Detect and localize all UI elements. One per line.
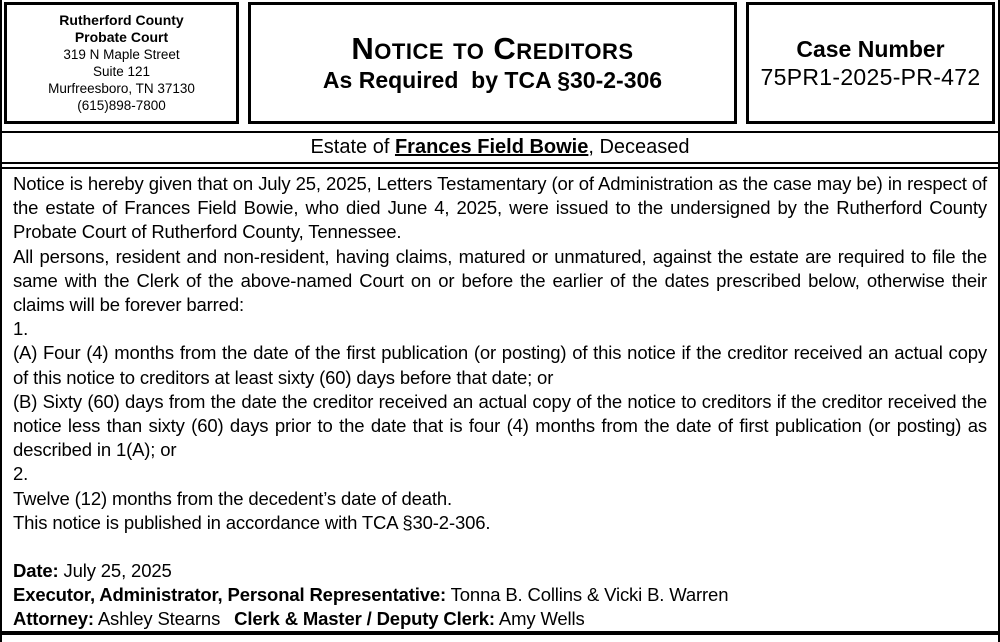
paragraph-item-2: 2. <box>13 463 29 485</box>
case-number-value: 75PR1-2025-PR-472 <box>760 63 981 90</box>
paragraph-item-1b: (B) Sixty (60) days from the date the creditor received an actual copy of the notice to creditors if the creditor received the notice less than sixty (60) days prior to the date that is four (4) months from the date of first publication (or posting) as described in 1(A); or <box>13 390 987 461</box>
estate-prefix: Estate of <box>310 136 395 158</box>
attorney-label: Attorney: <box>13 608 94 630</box>
case-number-label: Case Number <box>796 35 945 62</box>
paragraph-item-1: 1. <box>13 318 29 340</box>
document-header <box>2 0 998 128</box>
notice-subtitle: As Required by TCA §30-2-306 <box>322 67 663 93</box>
footer-attorney-line <box>13 607 987 631</box>
court-address-city: Murfreesboro, TN 37130 <box>48 81 195 96</box>
date-label: Date: <box>13 560 59 582</box>
notice-title: Notice to Creditors <box>351 31 634 66</box>
paragraph-twelve-months: Twelve (12) months from the decedent’s date of death. <box>13 487 453 509</box>
paragraph-letters-issued: Notice is hereby given that on July 25, 2025, Letters Testamentary (or of Administration as the case may be) in respect of the estate of Frances Field Bowie, who died June 4, 2025, were issued to the undersigned by the Rutherford County Probate Court of Rutherford County, Tennessee. <box>13 173 987 243</box>
court-name-line1: Rutherford County <box>59 12 184 28</box>
court-address-street: 319 N Maple Street <box>63 47 180 62</box>
estate-banner <box>2 131 998 164</box>
paragraph-claims-requirement: All persons, resident and non-resident, having claims, matured or unmatured, against the estate are required to file the same with the Clerk of the above-named Court on or before the earlier of the dates prescribed below, otherwise their claims will be forever barred: <box>13 245 987 316</box>
executor-value: Tonna B. Collins & Vicki B. Warren <box>446 584 729 606</box>
attorney-value: Ashley Stearns <box>93 608 221 630</box>
court-address-suite: Suite 121 <box>92 64 151 79</box>
estate-decedent-name: Frances Field Bowie <box>394 136 589 158</box>
paragraph-published-accordance: This notice is published in accordance with TCA §30-2-306. <box>13 511 491 533</box>
spacer <box>13 535 987 559</box>
notice-title-box <box>248 2 737 124</box>
court-phone: (615)898-7800 <box>77 98 166 113</box>
notice-body <box>2 167 998 635</box>
court-address-box <box>4 2 239 124</box>
footer-date-line <box>13 559 987 583</box>
estate-suffix: , Deceased <box>588 136 690 158</box>
court-name-line2: Probate Court <box>74 29 169 45</box>
executor-label: Executor, Administrator, Personal Representative: <box>13 584 447 606</box>
paragraph-item-1a: (A) Four (4) months from the date of the first publication (or posting) of this notice if the creditor received an actual copy of this notice to creditors at least sixty (60) days before that date; or <box>13 342 987 388</box>
date-value: July 25, 2025 <box>58 560 172 582</box>
clerk-label: Clerk & Master / Deputy Clerk: <box>234 608 495 630</box>
clerk-value: Amy Wells <box>494 608 585 630</box>
footer-executor-line <box>13 583 987 607</box>
case-number-box <box>746 2 995 124</box>
